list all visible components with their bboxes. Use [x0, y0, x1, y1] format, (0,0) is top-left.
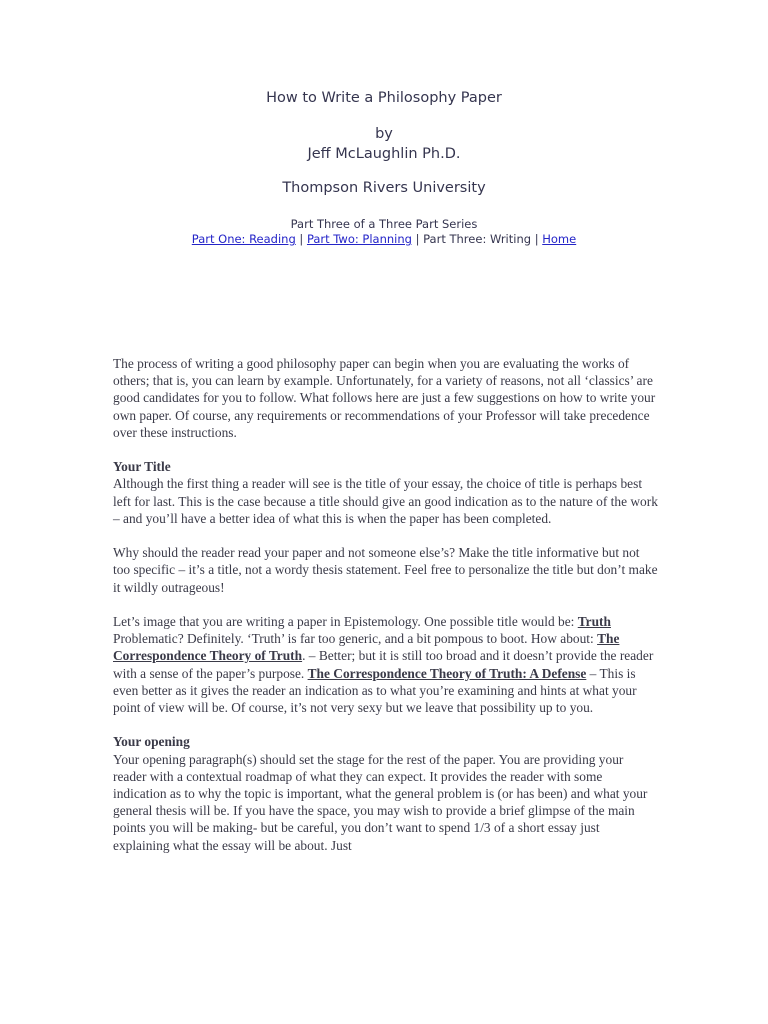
nav-separator: | — [411, 232, 424, 246]
series-label: Part Three of a Three Part Series — [290, 217, 478, 231]
p3-mid-1: Problematic? Definitely. ‘Truth’ is far too generic, and a bit pompous to boot. How about: — [113, 631, 598, 647]
section-heading-your-title: Your Title — [113, 459, 171, 475]
opening-section-paragraph-1 — [113, 733, 658, 853]
example-title-truth: Truth — [577, 614, 611, 629]
nav-link-part-one[interactable]: Part One: Reading — [191, 232, 296, 246]
byline-by: by — [375, 126, 393, 142]
nav-link-part-two[interactable]: Part Two: Planning — [306, 232, 412, 246]
intro-paragraph: The process of writing a good philosophy paper can begin when you are evaluating the works of others; that is, you can learn by example. Unfortunately, for a variety of reasons, not all ‘classics’ are good candidates for you to follow. What follows here are just a few suggestions on how to write your own paper. Of course, any requirements or recommendations of your Professor will take precedence over these instructions. — [113, 356, 656, 440]
nav-separator: | — [531, 232, 543, 246]
author-name: Jeff McLaughlin Ph.D. — [307, 146, 461, 162]
page-title: How to Write a Philosophy Paper — [266, 90, 502, 106]
title-section-paragraph-2: Why should the reader read your paper and not someone else’s? Make the title informative but not too specific – it’s a title, not a wordy thesis statement. Feel free to personalize the title but don’t make it wildly outrageous! — [113, 545, 658, 595]
nav-current-part-three: Part Three: Writing — [423, 232, 532, 246]
p3-lead: Let’s image that you are writing a paper in Epistemology. One possible title would be: — [113, 614, 578, 629]
article-body — [113, 355, 658, 871]
title-section-paragraph-3 — [113, 613, 658, 716]
university-name: Thompson Rivers University — [282, 180, 486, 196]
example-title-correspondence: The Correspondence Theory of Truth — [113, 631, 620, 664]
nav-separator: | — [295, 232, 307, 246]
example-title-correspondence-defense: The Correspondence Theory of Truth: A Defense — [307, 665, 587, 681]
series-navigation — [0, 232, 768, 246]
p3-mid-2: . – Better; but it is still too broad and it doesn’t provide the reader with a sense of the paper’s purpose. — [113, 648, 654, 681]
p3-tail: – This is even better as it gives the reader an indication as to what you’re examining and hints at what your point of view will be. Of course, it’s not very sexy but we leave that possibility up to you. — [113, 665, 637, 716]
opening-section-text-1: Your opening paragraph(s) should set the stage for the rest of the paper. You are providing your reader with a contextual roadmap of what they can expect. It provides the reader with some indication as to why the topic is important, what the general problem is (or has been) and what your general thesis will be. If you have the space, you may wish to provide a brief glimpse of the main points you will be making- but be careful, you don’t want to spend 1/3 of a short essay just explaining what the essay will be about. Just — [113, 751, 648, 853]
title-section-text-1: Although the first thing a reader will see is the title of your essay, the choice of title is perhaps best left for last. This is the case because a title should give an good indication as to the nature of the work – and you’ll have a better idea of what this is when the paper has been completed. — [113, 476, 658, 526]
section-heading-your-opening: Your opening — [113, 734, 190, 750]
nav-link-home[interactable]: Home — [542, 232, 577, 246]
title-section-paragraph-1 — [113, 458, 658, 527]
